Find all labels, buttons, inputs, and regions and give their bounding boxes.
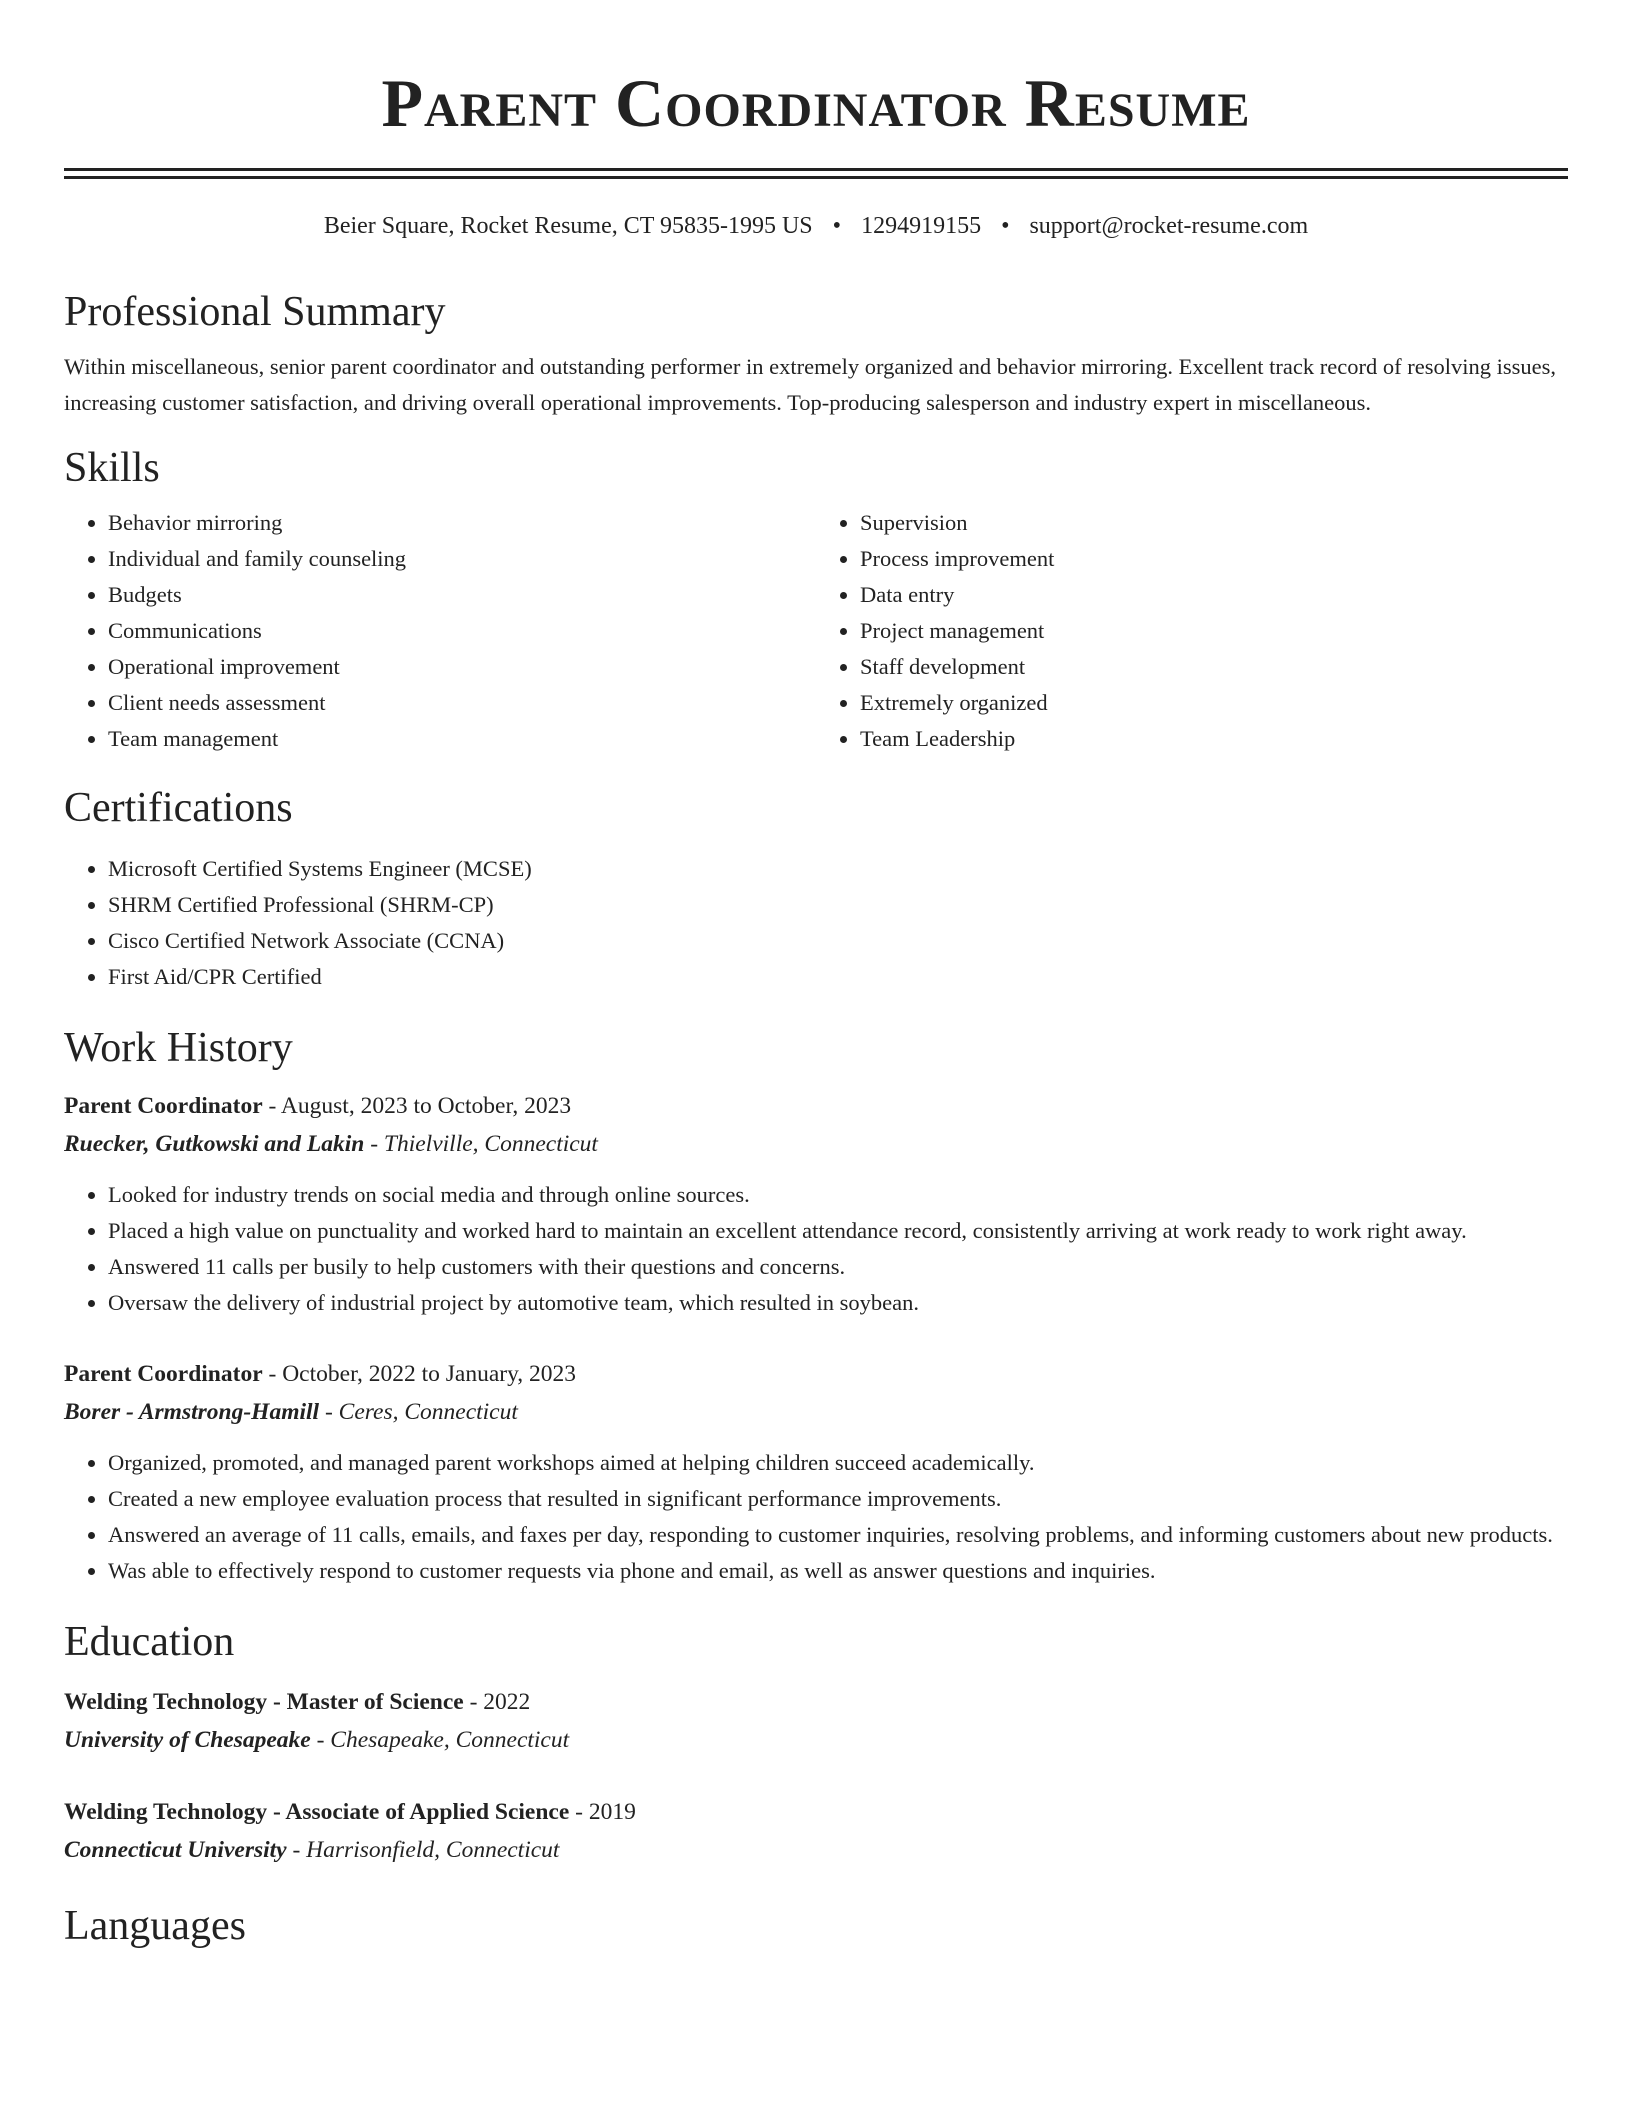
list-item: • Extremely organized xyxy=(860,685,1568,721)
job-entry xyxy=(64,1355,1568,1589)
contact-address: Beier Square, Rocket Resume, CT 95835-1995 US xyxy=(323,213,813,239)
list-item: • Supervision xyxy=(860,505,1568,541)
summary-section xyxy=(64,285,1568,421)
education-year: - 2019 xyxy=(569,1799,636,1825)
job-company: Ruecker, Gutkowski and Lakin xyxy=(64,1131,365,1157)
education-heading: Education xyxy=(64,1619,235,1665)
job-company: Borer - Armstrong-Hamill xyxy=(64,1399,320,1425)
education-header xyxy=(64,1793,1568,1831)
education-school: University of Chesapeake xyxy=(64,1727,311,1753)
skills-list-right xyxy=(816,505,1568,757)
skills-list-left xyxy=(64,505,816,757)
education-location: - Harrisonfield, Connecticut xyxy=(286,1837,560,1863)
list-item: • Budgets xyxy=(108,577,816,613)
list-item: • Organized, promoted, and managed parent workshops aimed at helping children succeed academically. xyxy=(108,1445,1568,1481)
education-school-line xyxy=(64,1831,1568,1869)
certifications-heading: Certifications xyxy=(64,785,293,831)
education-year: - 2022 xyxy=(463,1689,531,1715)
job-bullets xyxy=(64,1445,1568,1589)
education-degree: Welding Technology - Associate of Applied Science xyxy=(64,1799,570,1825)
contact-email: support@rocket-resume.com xyxy=(1029,213,1309,239)
job-company-line xyxy=(64,1125,1568,1163)
list-item: • Created a new employee evaluation process that resulted in significant performance improvements. xyxy=(108,1481,1568,1517)
list-item: • Answered 11 calls per busily to help customers with their questions and concerns. xyxy=(108,1249,1568,1285)
list-item: • Microsoft Certified Systems Engineer (MCSE) xyxy=(108,851,1568,887)
education-entry xyxy=(64,1683,1568,1759)
list-item: • Behavior mirroring xyxy=(108,505,816,541)
list-item: • Cisco Certified Network Associate (CCNA) xyxy=(108,923,1568,959)
skills-columns xyxy=(64,505,1568,757)
education-school: Connecticut University xyxy=(64,1837,287,1863)
list-item: • Looked for industry trends on social media and through online sources. xyxy=(108,1177,1568,1213)
certifications-list xyxy=(64,851,1568,995)
job-title: Parent Coordinator xyxy=(64,1093,263,1119)
contact-separator: • xyxy=(1001,213,1010,239)
job-location: - Thielville, Connecticut xyxy=(364,1131,598,1157)
job-header xyxy=(64,1087,1568,1125)
job-company-line xyxy=(64,1393,1568,1431)
contact-line xyxy=(64,209,1568,243)
list-item: • First Aid/CPR Certified xyxy=(108,959,1568,995)
job-dates: - August, 2023 to October, 2023 xyxy=(262,1093,572,1119)
summary-heading: Professional Summary xyxy=(64,289,446,335)
job-entry xyxy=(64,1087,1568,1321)
work-history-section xyxy=(64,1021,1568,1589)
list-item: • Oversaw the delivery of industrial project by automotive team, which resulted in soybean. xyxy=(108,1285,1568,1321)
education-header xyxy=(64,1683,1568,1721)
education-section xyxy=(64,1615,1568,1869)
list-item: • Answered an average of 11 calls, emails, and faxes per day, responding to customer inquiries, resolving problems, and informing customers about new products. xyxy=(108,1517,1568,1553)
resume-title: Parent Coordinator Resume xyxy=(381,65,1251,141)
list-item: • Process improvement xyxy=(860,541,1568,577)
list-item: • Individual and family counseling xyxy=(108,541,816,577)
list-item: • Operational improvement xyxy=(108,649,816,685)
job-bullets xyxy=(64,1177,1568,1321)
list-item: • Placed a high value on punctuality and worked hard to maintain an excellent attendance record, consistently arriving at work ready to work right away. xyxy=(108,1213,1568,1249)
job-title: Parent Coordinator xyxy=(64,1361,263,1387)
job-dates: - October, 2022 to January, 2023 xyxy=(262,1361,577,1387)
certifications-section xyxy=(64,781,1568,995)
contact-phone: 1294919155 xyxy=(861,213,982,239)
list-item: • Team Leadership xyxy=(860,721,1568,757)
job-header xyxy=(64,1355,1568,1393)
list-item: • Staff development xyxy=(860,649,1568,685)
languages-heading: Languages xyxy=(64,1903,246,1949)
list-item: • Communications xyxy=(108,613,816,649)
list-item: • Data entry xyxy=(860,577,1568,613)
list-item: • Project management xyxy=(860,613,1568,649)
list-item: • SHRM Certified Professional (SHRM-CP) xyxy=(108,887,1568,923)
contact-separator: • xyxy=(832,213,842,239)
job-location: - Ceres, Connecticut xyxy=(319,1399,518,1425)
list-item: • Was able to effectively respond to customer requests via phone and email, as well as answer questions and inquiries. xyxy=(108,1553,1568,1589)
title-divider xyxy=(64,168,1568,179)
education-location: - Chesapeake, Connecticut xyxy=(310,1727,570,1753)
resume-page xyxy=(64,0,1568,1953)
work-history-heading: Work History xyxy=(64,1025,293,1071)
skills-section xyxy=(64,441,1568,757)
education-entry xyxy=(64,1793,1568,1869)
education-school-line xyxy=(64,1721,1568,1759)
languages-section xyxy=(64,1899,1568,1953)
list-item: • Team management xyxy=(108,721,816,757)
skills-heading: Skills xyxy=(64,445,160,491)
education-degree: Welding Technology - Master of Science xyxy=(64,1689,464,1715)
summary-text: Within miscellaneous, senior parent coordinator and outstanding performer in extremely organized and behavior mirroring. Excellent track record of resolving issues, increasing customer satisfaction, and driving overall operational improvements. Top-producing salesperson and industry expert in miscellaneous. xyxy=(64,354,1556,415)
list-item: • Client needs assessment xyxy=(108,685,816,721)
